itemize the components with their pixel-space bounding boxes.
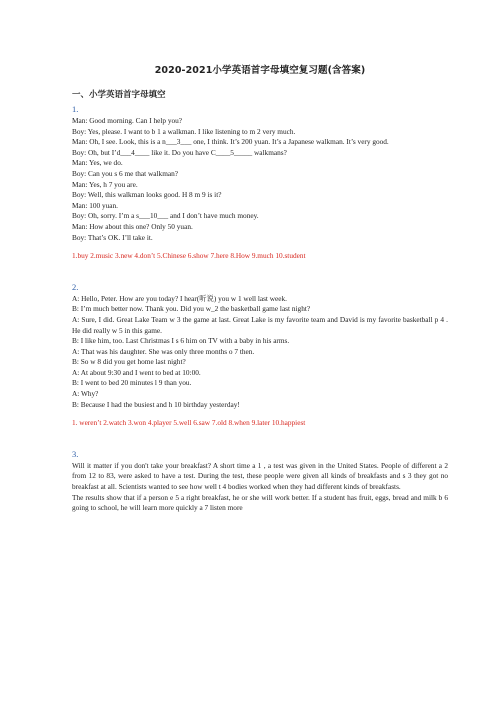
question-3 xyxy=(72,449,448,514)
dialogue-line: Man: Yes, h 7 you are. xyxy=(72,179,138,189)
question-1 xyxy=(72,104,448,262)
dialogue-line: Man: Yes, we do. xyxy=(72,158,123,168)
dialogue-line: Boy: Oh, but I’d___4____ like it. Do you have C____5_____ walkmans? xyxy=(72,147,287,157)
dialogue-line: A: Sure, I did. Great Lake Team w 3 the game at last. Great Lake is my favorite team and David is my favorite basketball p 4 . He did really w 5 in this game. xyxy=(72,314,448,335)
dialogue-line: A: That was his daughter. She was only three months o 7 then. xyxy=(72,346,255,356)
dialogue-line: B: Because I had the busiest and h 10 birthday yesterday! xyxy=(72,399,240,409)
answer-key: 1. weren’t 2.watch 3.won 4.player 5.well 6.saw 7.old 8.when 9.later 10.happiest xyxy=(72,418,306,428)
dialogue-line: A: At about 9:30 and I went to bed at 10:00. xyxy=(72,367,201,377)
passage-paragraph: Will it matter if you don't take your breakfast? A short time a 1 , a test was given in the United States. People of different a 2 from 12 to 83, were asked to have a test. During the test, these people were given all kinds of breakfasts and s 3 they got no breakfast at all. Scientists wanted to see how well t 4 bodies worked when they had different kinds of breakfasts. xyxy=(72,460,448,492)
document-title: 2020-2021小学英语首字母填空复习题(含答案) xyxy=(154,65,366,76)
dialogue-line: Boy: Yes, please. I want to b 1 a walkman. I like listening to m 2 very much. xyxy=(72,126,296,136)
question-number: 1. xyxy=(72,104,79,114)
answer-key: 1.buy 2.music 3.new 4.don’t 5.Chinese 6.show 7.here 8.How 9.much 10.student xyxy=(72,251,306,261)
dialogue-line: Boy: Oh, sorry. I’m a s___10___ and I don’t have much money. xyxy=(72,211,259,221)
question-number: 3. xyxy=(72,448,79,459)
dialogue-line: Man: Good morning. Can I help you? xyxy=(72,116,183,125)
dialogue-line: Boy: That’s OK. I’ll take it. xyxy=(72,232,153,242)
dialogue-line: Man: How about this one? Only 50 yuan. xyxy=(72,221,193,231)
dialogue-line: A: Why? xyxy=(72,389,99,399)
dialogue-line: B: I went to bed 20 minutes l 9 than you. xyxy=(72,378,192,388)
dialogue-line: Man: Oh, I see. Look, this is a n___3___ one, I think. It’s 200 yuan. It’s a Japanese walkman. It’s very good. xyxy=(72,137,389,147)
dialogue-line: B: I like him, too. Last Christmas I s 6 him on TV with a baby in his arms. xyxy=(72,336,290,346)
passage-paragraph: The results show that if a person e 5 a right breakfast, he or she will work better. If a student has fruit, eggs, bread and milk b 6 going to school, he will learn more quickly a 7 listen more xyxy=(72,492,448,513)
section-heading: 一、小学英语首字母填空 xyxy=(72,90,166,100)
dialogue-line: A: Hello, Peter. How are you today? I hear(听说) you w 1 well last week. xyxy=(72,293,287,303)
dialogue-line: B: So w 8 did you get home last night? xyxy=(72,357,186,367)
question-number: 2. xyxy=(72,281,79,292)
question-2 xyxy=(72,282,448,429)
dialogue-line: Boy: Well, this walkman looks good. H 8 m 9 is it? xyxy=(72,190,222,200)
dialogue-line: Boy: Can you s 6 me that walkman? xyxy=(72,168,178,178)
dialogue-line: Man: 100 yuan. xyxy=(72,200,119,210)
dialogue-line: B: I’m much better now. Thank you. Did you w_2 the basketball game last night? xyxy=(72,304,311,314)
